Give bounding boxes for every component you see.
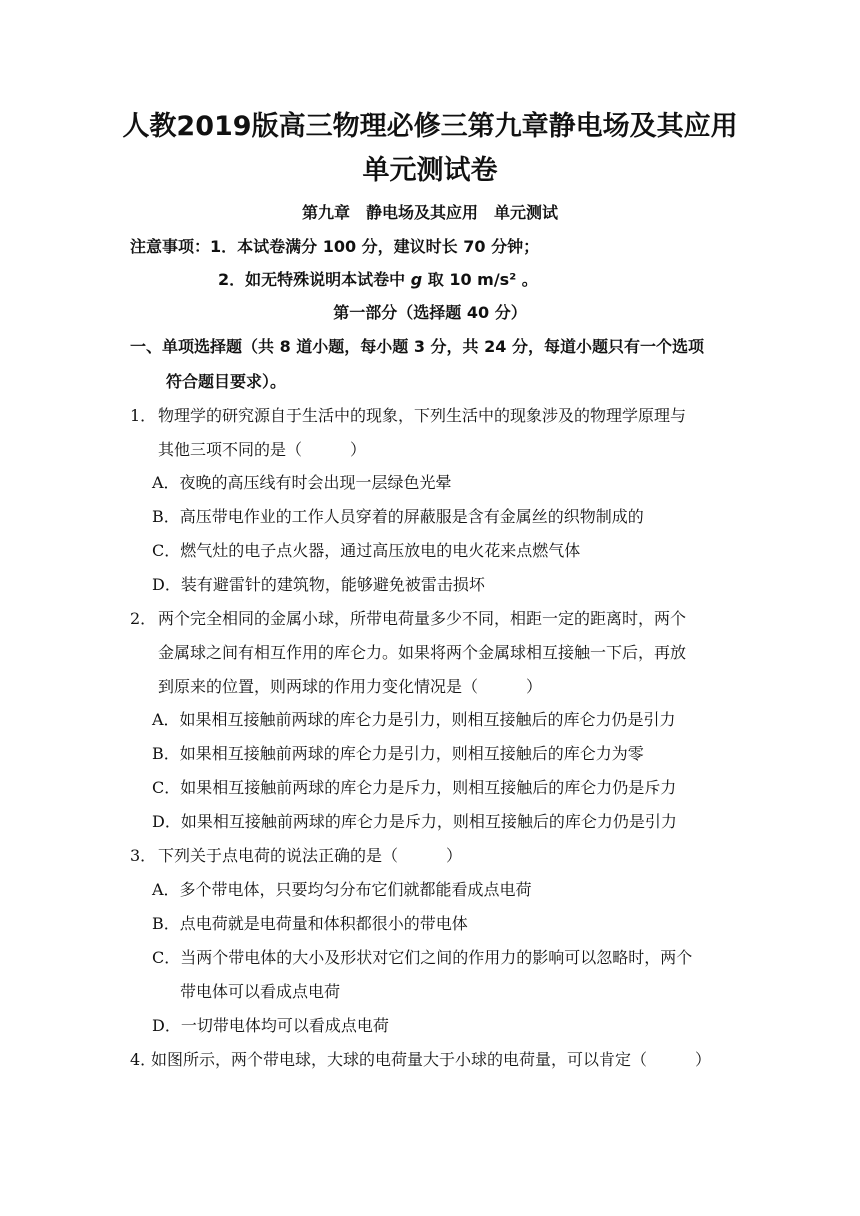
question-2-option-a: A．如果相互接触前两球的库仑力是引力，则相互接触后的库仑力仍是引力 [152, 710, 676, 729]
question-2-stem-line-2: 金属球之间有相互作用的库仑力。如果将两个金属球相互接触一下后，再放 [158, 643, 687, 662]
question-2-option-b: B．如果相互接触前两球的库仑力是引力，则相互接触后的库仑力为零 [152, 744, 644, 763]
question-1-option-a: A．夜晚的高压线有时会出现一层绿色光晕 [152, 473, 452, 492]
question-3-option-d: D．一切带电体均可以看成点电荷 [152, 1016, 389, 1035]
notice-2-suffix: 取 10 m/s² 。 [422, 270, 538, 289]
question-2-stem-line-3: 到原来的位置，则两球的作用力变化情况是（ ） [158, 677, 543, 696]
notice-line-1: 注意事项：1．本试卷满分 100 分，建议时长 70 分钟； [130, 237, 540, 256]
document-title-line-1: 人教2019版高三物理必修三第九章静电场及其应用 [122, 111, 738, 142]
question-3-number: 3． [130, 846, 157, 865]
question-3-option-c-line-2: 带电体可以看成点电荷 [180, 982, 341, 1001]
notice-2-prefix: 2．如无特殊说明本试卷中 [218, 270, 411, 289]
question-2-stem-line-1: 两个完全相同的金属小球，所带电荷量多少不同，相距一定的距离时，两个 [158, 609, 687, 628]
question-2-option-d: D．如果相互接触前两球的库仑力是斥力，则相互接触后的库仑力仍是引力 [152, 812, 677, 831]
part-one-heading: 第一部分（选择题 40 分） [333, 303, 527, 322]
question-1-option-d: D．装有避雷针的建筑物，能够避免被雷击损坏 [152, 575, 485, 594]
notice-line-2 [218, 270, 538, 290]
question-1-stem-line-2: 其他三项不同的是（ ） [158, 440, 367, 459]
notice-2-g-symbol: g [410, 270, 423, 289]
question-1-number: 1． [130, 406, 157, 425]
question-2-option-c: C．如果相互接触前两球的库仑力是斥力，则相互接触后的库仑力仍是斥力 [152, 778, 677, 797]
question-1-option-c: C．燃气灶的电子点火器，通过高压放电的电火花来点燃气体 [152, 541, 581, 560]
question-4-number: 4． [130, 1050, 157, 1069]
question-3-option-a: A．多个带电体，只要均匀分布它们就都能看成点电荷 [152, 880, 532, 899]
section-one-heading-line-1: 一、单项选择题（共 8 道小题，每小题 3 分，共 24 分，每道小题只有一个选项 [130, 337, 704, 356]
question-3-option-b: B．点电荷就是电荷量和体积都很小的带电体 [152, 914, 468, 933]
question-1-stem-line-1: 物理学的研究源自于生活中的现象，下列生活中的现象涉及的物理学原理与 [158, 406, 687, 425]
document-title-line-2: 单元测试卷 [362, 155, 498, 186]
question-2-number: 2． [130, 609, 157, 628]
section-one-heading-line-2: 符合题目要求）。 [166, 372, 287, 391]
question-4-stem-line-1: 如图所示，两个带电球，大球的电荷量大于小球的电荷量，可以肯定（ ） [151, 1050, 712, 1069]
question-3-option-c-line-1: C．当两个带电体的大小及形状对它们之间的作用力的影响可以忽略时，两个 [152, 948, 693, 967]
question-1-option-b: B．高压带电作业的工作人员穿着的屏蔽服是含有金属丝的织物制成的 [152, 507, 644, 526]
question-3-stem-line-1: 下列关于点电荷的说法正确的是（ ） [158, 846, 463, 865]
document-subtitle: 第九章 静电场及其应用 单元测试 [301, 203, 558, 222]
